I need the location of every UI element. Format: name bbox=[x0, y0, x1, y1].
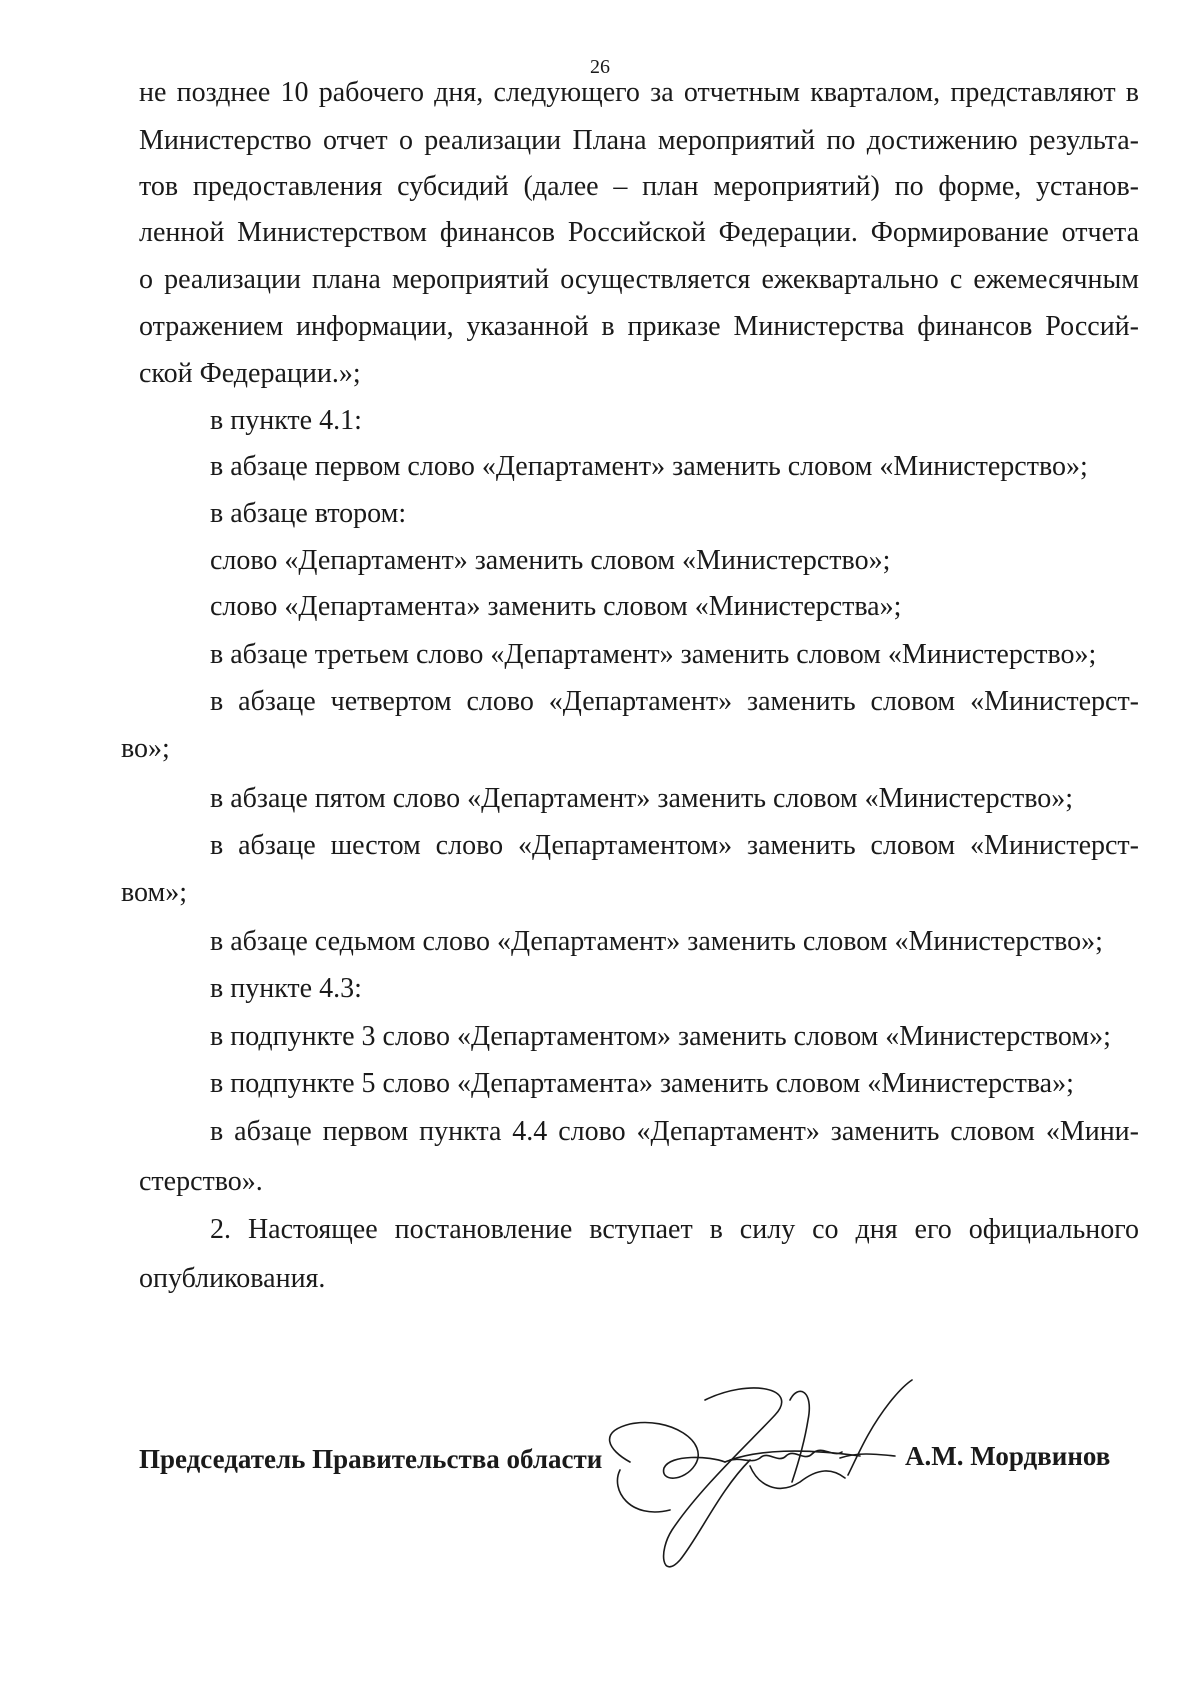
text-line: вом»; bbox=[121, 877, 187, 908]
text-line: опубликования. bbox=[139, 1263, 326, 1294]
text-line: в абзаце первом пункта 4.4 слово «Департамент» заменить словом «Мини- bbox=[210, 1116, 1139, 1147]
text-line: в абзаце седьмом слово «Департамент» заменить словом «Министерство»; bbox=[210, 926, 1103, 957]
text-line: в абзаце втором: bbox=[210, 498, 407, 529]
text-line: стерство». bbox=[139, 1166, 263, 1197]
text-line: в пункте 4.1: bbox=[210, 405, 362, 436]
text-line: в абзаце шестом слово «Департаментом» заменить словом «Министерст- bbox=[210, 830, 1139, 861]
text-line: тов предоставления субсидий (далее – план мероприятий) по форме, установ- bbox=[139, 171, 1139, 202]
text-line: в пункте 4.3: bbox=[210, 973, 362, 1004]
text-line: отражением информации, указанной в приказе Министерства финансов Россий- bbox=[139, 311, 1139, 342]
text-line: слово «Департамента» заменить словом «Министерства»; bbox=[210, 591, 902, 622]
text-line: во»; bbox=[121, 733, 170, 764]
text-line: ской Федерации.»; bbox=[139, 358, 361, 389]
signatory-name: А.М. Мордвинов bbox=[905, 1441, 1111, 1471]
text-line: не позднее 10 рабочего дня, следующего за отчетным кварталом, представляют в bbox=[139, 77, 1139, 108]
page-number: 26 bbox=[590, 56, 610, 78]
text-line: в абзаце первом слово «Департамент» заменить словом «Министерство»; bbox=[210, 451, 1088, 482]
text-line: в подпункте 5 слово «Департамента» заменить словом «Министерства»; bbox=[210, 1068, 1074, 1099]
text-line: в абзаце третьем слово «Департамент» заменить словом «Министерство»; bbox=[210, 639, 1097, 670]
text-line: в абзаце четвертом слово «Департамент» заменить словом «Министерст- bbox=[210, 686, 1139, 717]
text-line: в абзаце пятом слово «Департамент» заменить словом «Министерство»; bbox=[210, 783, 1074, 814]
signatory-title: Председатель Правительства области bbox=[139, 1444, 603, 1474]
text-line: о реализации плана мероприятий осуществляется ежеквартально с ежемесячным bbox=[139, 264, 1139, 295]
text-line: 2. Настоящее постановление вступает в силу со дня его официального bbox=[210, 1214, 1139, 1245]
text-line: в подпункте 3 слово «Департаментом» заменить словом «Министерством»; bbox=[210, 1021, 1111, 1052]
text-line: Министерство отчет о реализации Плана мероприятий по достижению результа- bbox=[139, 125, 1139, 156]
handwritten-signature bbox=[600, 1370, 960, 1600]
text-line: слово «Департамент» заменить словом «Министерство»; bbox=[210, 545, 891, 576]
text-line: ленной Министерством финансов Российской Федерации. Формирование отчета bbox=[139, 217, 1139, 248]
